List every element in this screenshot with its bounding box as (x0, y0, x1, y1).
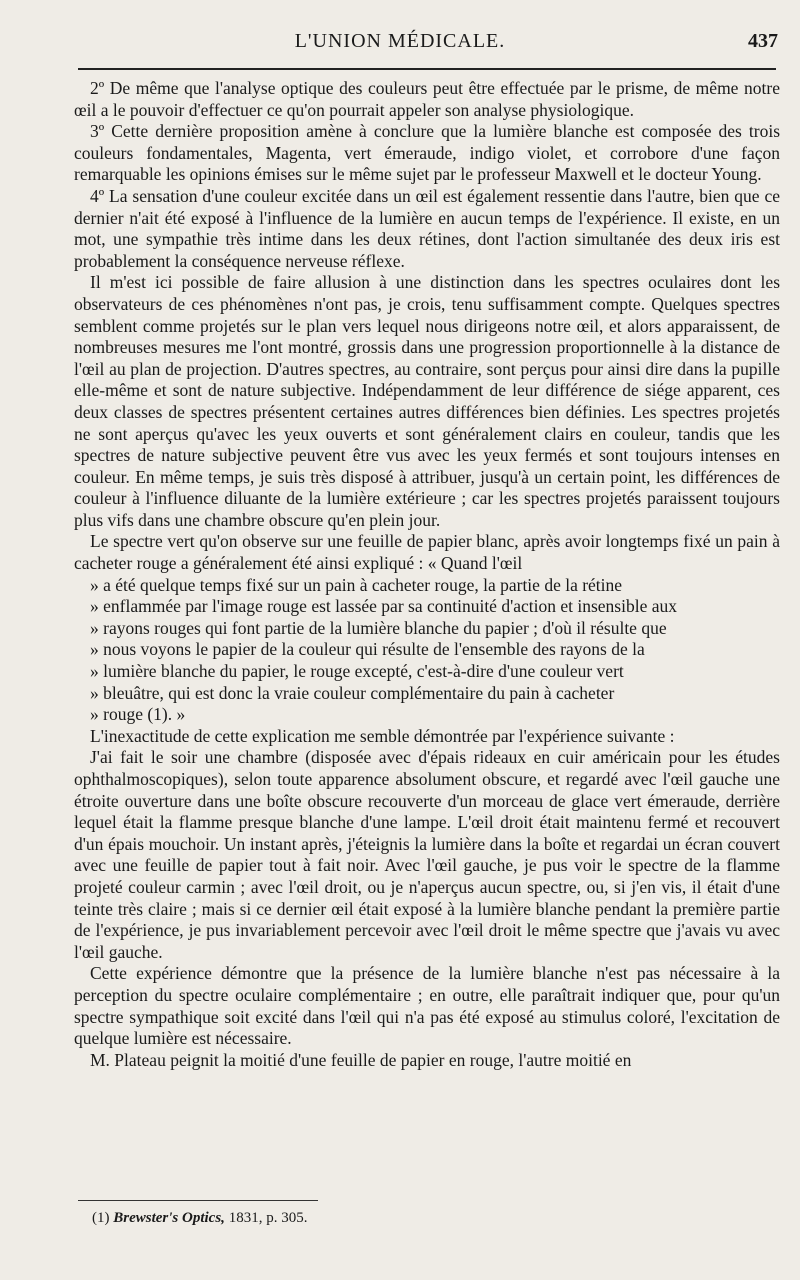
running-title: L'UNION MÉDICALE. (294, 30, 506, 52)
body-text (74, 78, 780, 1071)
quote-line: » bleuâtre, qui est donc la vraie couleur complémentaire du pain à cacheter (90, 682, 615, 703)
paragraph: Cette expérience démontre que la présence de la lumière blanche n'est pas nécessaire à la perception du spectre oculaire complémentaire ; en outre, elle paraîtrait indiquer que, pour qu'un spectre sympathique soit excité dans l'œil qui n'a pas été exposé au stimulus coloré, l'excitation de quelque lumière est nécessaire. (74, 963, 780, 1049)
quote-line: » rouge (1). » (90, 704, 186, 725)
header-rule (78, 68, 776, 70)
quote-paragraph (74, 531, 780, 725)
page-number: 437 (748, 30, 778, 52)
paragraph: M. Plateau peignit la moitié d'une feuille de papier en rouge, l'autre moitié en (90, 1049, 632, 1070)
quote-intro: Le spectre vert qu'on observe sur une feuille de papier blanc, après avoir longtemps fixé un pain à cacheter rouge a généralement été ainsi expliqué : « Quand l'œil (74, 531, 780, 574)
paragraph: 3º Cette dernière proposition amène à conclure que la lumière blanche est composée des trois couleurs fondamentales, Magenta, vert émeraude, indigo violet, et corrobore d'une façon remarquable les opinions émises sur le même sujet par le professeur Maxwell et le docteur Young. (74, 121, 780, 185)
paragraph: Il m'est ici possible de faire allusion à une distinction dans les spectres oculaires dont les observateurs de ces phénomènes n'ont pas, je crois, tenu suffisamment compte. Quelques spectres semblent comme projetés sur le plan vers lequel nous dirigeons notre œil, et alors apparaissent, de nombreuses mesures me l'ont montré, grossis dans une progression proportionnelle à la distance de l'œil au plan de projection. D'autres spectres, au contraire, sont perçus pour ainsi dire dans la pupille elle-même et sont de nature subjective. Indépendamment de leur différence de siége apparent, ces deux classes de spectres présentent certaines autres différences bien définies. Les spectres projetés ne sont aperçus qu'avec les yeux ouverts et sont généralement clairs en couleur, tandis que les spectres de nature subjective peuvent être vus avec les yeux fermés et sont toujours intenses en couleur. En même temps, je suis très disposé à attribuer, jusqu'à un certain point, les différences de couleur à l'influence diluante de la lumière extérieure ; car les spectres projetés paraissent toujours plus vifs dans une chambre obscure qu'en plein jour. (74, 272, 780, 530)
paragraph: J'ai fait le soir une chambre (disposée avec d'épais rideaux en cuir américain pour les études ophthalmoscopiques), selon toute apparence absolument obscure, et regardé avec l'œil gauche une étroite ouverture dans une boîte obscure recouverte d'un morceau de glace vert émeraude, derrière lequel était la flamme presque blanche d'une lampe. L'œil droit était maintenu fermé et recouvert d'un épais mouchoir. Un instant après, j'éteignis la lumière dans la boîte et regardai un écran couvert avec une feuille de papier tout à fait noir. Avec l'œil gauche, je pus voir le spectre de la flamme projeté couleur carmin ; avec l'œil droit, ou je n'aperçus aucun spectre, ou, si j'en vis, il était d'une teinte très claire ; mais si ce dernier œil était exposé à la lumière blanche pendant la première partie de l'expérience, je pus invariablement percevoir avec l'œil droit le même spectre que j'avais vu avec l'œil gauche. (74, 747, 780, 962)
quote-line: » a été quelque temps fixé sur un pain à cacheter rouge, la partie de la rétine (90, 574, 623, 595)
quote-line: » rayons rouges qui font partie de la lumière blanche du papier ; d'où il résulte que (90, 617, 667, 638)
paragraph: 4º La sensation d'une couleur excitée dans un œil est également ressentie dans l'autre, bien que ce dernier n'ait été exposé à l'influence de la lumière en aucun temps de l'expérience. Il existe, en un mot, une sympathie très intime dans les deux rétines, dont l'action simultanée des deux iris est probablement la conséquence nerveuse réflexe. (74, 185, 780, 271)
footnote (92, 1210, 307, 1227)
quote-line: » nous voyons le papier de la couleur qui résulte de l'ensemble des rayons de la (90, 639, 645, 660)
quote-line: » enflammée par l'image rouge est lassée par sa continuité d'action et insensible aux (90, 596, 678, 617)
quote-line: » lumière blanche du papier, le rouge excepté, c'est-à-dire d'une couleur vert (90, 661, 624, 682)
paragraph: L'inexactitude de cette explication me semble démontrée par l'expérience suivante : (90, 725, 675, 746)
running-head (0, 30, 800, 58)
footnote-source: Brewster's Optics, (113, 1210, 225, 1226)
footnote-rule (78, 1200, 318, 1201)
paragraph: 2º De même que l'analyse optique des couleurs peut être effectuée par le prisme, de même notre œil a le pouvoir d'effectuer ce qu'on pourrait appeler son analyse physiologique. (74, 78, 780, 120)
footnote-details: 1831, p. 305. (228, 1210, 308, 1226)
footnote-marker: (1) (92, 1210, 110, 1226)
